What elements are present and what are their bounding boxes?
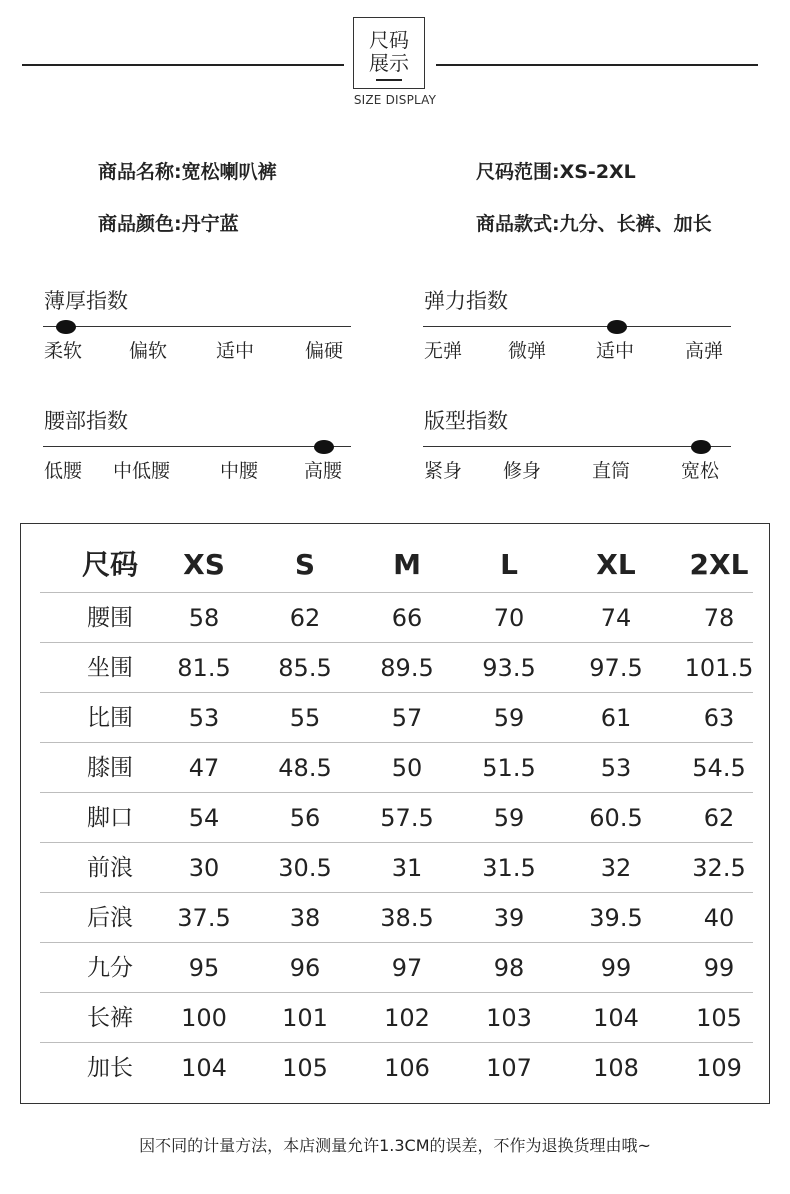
value-cell: 38	[289, 904, 321, 932]
value-cell: 53	[600, 754, 632, 782]
elasticity-label-2: 微弹	[508, 340, 547, 362]
value-cell: 105	[282, 1054, 328, 1082]
waist-index-marker	[314, 440, 334, 454]
value-cell: 85.5	[278, 654, 332, 682]
value-cell: 30	[188, 854, 220, 882]
fit-label-3: 直筒	[592, 460, 631, 482]
value-cell: 96	[289, 954, 321, 982]
thickness-index-title: 薄厚指数	[44, 289, 128, 313]
table-row	[40, 1042, 753, 1093]
value-cell: 39.5	[589, 904, 643, 932]
value-cell: 37.5	[177, 904, 231, 932]
measurement-note: 因不同的计量方法，本店测量允许1.3CM的误差，不作为退换货理由哦~	[139, 1136, 651, 1155]
waist-index-title: 腰部指数	[44, 409, 128, 433]
header-cell: L	[500, 548, 518, 581]
value-cell: 47	[188, 754, 220, 782]
value-cell: 55	[289, 704, 321, 732]
section-title-line1: 尺码	[369, 28, 409, 52]
row-label-cell: 膝围	[87, 755, 133, 781]
value-cell: 59	[493, 704, 525, 732]
value-cell: 48.5	[278, 754, 332, 782]
row-label-cell: 前浪	[87, 855, 133, 881]
row-label-cell: 长裤	[87, 1005, 133, 1031]
row-label-cell: 后浪	[87, 905, 133, 931]
value-cell: 61	[600, 704, 632, 732]
product-color: 商品颜色:丹宁蓝	[98, 213, 239, 235]
value-cell: 97.5	[589, 654, 643, 682]
value-cell: 104	[181, 1054, 227, 1082]
header-cell: S	[294, 548, 316, 581]
thickness-label-1: 柔软	[44, 340, 83, 362]
value-cell: 58	[188, 604, 220, 632]
header-cell: M	[393, 548, 421, 581]
header-cell: 尺码	[81, 548, 139, 581]
fit-index-scale	[423, 446, 731, 447]
product-name: 商品名称:宽松喇叭裤	[98, 161, 277, 183]
value-cell: 50	[391, 754, 423, 782]
size-range: 尺码范围:XS-2XL	[476, 161, 636, 183]
value-cell: 99	[600, 954, 632, 982]
thickness-label-2: 偏软	[129, 340, 168, 362]
value-cell: 62	[289, 604, 321, 632]
size-table	[20, 523, 770, 1104]
value-cell: 89.5	[380, 654, 434, 682]
value-cell: 74	[600, 604, 632, 632]
value-cell: 102	[384, 1004, 430, 1032]
value-cell: 66	[391, 604, 423, 632]
value-cell: 62	[703, 804, 735, 832]
thickness-label-3: 适中	[216, 340, 255, 362]
value-cell: 101	[282, 1004, 328, 1032]
value-cell: 56	[289, 804, 321, 832]
waist-label-1: 低腰	[44, 460, 83, 482]
elasticity-label-3: 适中	[596, 340, 635, 362]
header-cell: XL	[596, 548, 636, 581]
value-cell: 31.5	[482, 854, 536, 882]
section-title-line2: 展示	[369, 51, 409, 75]
table-row	[40, 592, 753, 643]
value-cell: 60.5	[589, 804, 643, 832]
value-cell: 103	[486, 1004, 532, 1032]
fit-label-2: 修身	[503, 460, 542, 482]
value-cell: 31	[391, 854, 423, 882]
value-cell: 59	[493, 804, 525, 832]
value-cell: 97	[391, 954, 423, 982]
value-cell: 109	[696, 1054, 742, 1082]
row-label-cell: 九分	[87, 955, 133, 981]
elasticity-label-1: 无弹	[424, 340, 463, 362]
value-cell: 100	[181, 1004, 227, 1032]
row-label-cell: 比围	[87, 705, 133, 731]
waist-label-2: 中低腰	[113, 460, 171, 482]
section-title-box	[353, 17, 425, 89]
table-row	[40, 792, 753, 843]
value-cell: 40	[703, 904, 735, 932]
table-row	[40, 692, 753, 743]
fit-label-4: 宽松	[681, 460, 720, 482]
table-header-row	[40, 540, 753, 590]
row-label-cell: 腰围	[87, 605, 133, 631]
value-cell: 32	[600, 854, 632, 882]
fit-label-1: 紧身	[424, 460, 463, 482]
value-cell: 99	[703, 954, 735, 982]
row-label-cell: 脚口	[87, 805, 133, 831]
value-cell: 57	[391, 704, 423, 732]
thickness-label-4: 偏硬	[305, 340, 344, 362]
row-label-cell: 加长	[87, 1055, 133, 1081]
value-cell: 54.5	[692, 754, 746, 782]
value-cell: 70	[493, 604, 525, 632]
value-cell: 107	[486, 1054, 532, 1082]
elasticity-index-marker	[607, 320, 627, 334]
value-cell: 108	[593, 1054, 639, 1082]
value-cell: 53	[188, 704, 220, 732]
table-row	[40, 742, 753, 793]
value-cell: 63	[703, 704, 735, 732]
fit-index-marker	[691, 440, 711, 454]
thickness-index-scale	[43, 326, 351, 327]
table-row	[40, 642, 753, 693]
fit-index-title: 版型指数	[424, 409, 508, 433]
title-underline	[376, 79, 402, 81]
header-rule-right	[436, 64, 758, 66]
section-subtitle: SIZE DISPLAY	[353, 93, 437, 107]
waist-label-3: 中腰	[220, 460, 259, 482]
header-cell: 2XL	[689, 548, 749, 581]
value-cell: 38.5	[380, 904, 434, 932]
elasticity-label-4: 高弹	[685, 340, 724, 362]
value-cell: 54	[188, 804, 220, 832]
value-cell: 95	[188, 954, 220, 982]
thickness-index-marker	[56, 320, 76, 334]
header-cell: XS	[183, 548, 225, 581]
row-label-cell: 坐围	[87, 655, 133, 681]
value-cell: 104	[593, 1004, 639, 1032]
value-cell: 57.5	[380, 804, 434, 832]
table-row	[40, 992, 753, 1043]
table-row	[40, 892, 753, 943]
value-cell: 98	[493, 954, 525, 982]
table-row	[40, 942, 753, 993]
waist-label-4: 高腰	[304, 460, 343, 482]
value-cell: 39	[493, 904, 525, 932]
value-cell: 105	[696, 1004, 742, 1032]
value-cell: 30.5	[278, 854, 332, 882]
table-row	[40, 842, 753, 893]
elasticity-index-title: 弹力指数	[424, 289, 508, 313]
value-cell: 32.5	[692, 854, 746, 882]
product-style: 商品款式:九分、长裤、加长	[476, 213, 712, 235]
value-cell: 101.5	[684, 654, 754, 682]
header-rule-left	[22, 64, 344, 66]
value-cell: 78	[703, 604, 735, 632]
elasticity-index-scale	[423, 326, 731, 327]
value-cell: 81.5	[177, 654, 231, 682]
waist-index-scale	[43, 446, 351, 447]
value-cell: 93.5	[482, 654, 536, 682]
value-cell: 51.5	[482, 754, 536, 782]
value-cell: 106	[384, 1054, 430, 1082]
